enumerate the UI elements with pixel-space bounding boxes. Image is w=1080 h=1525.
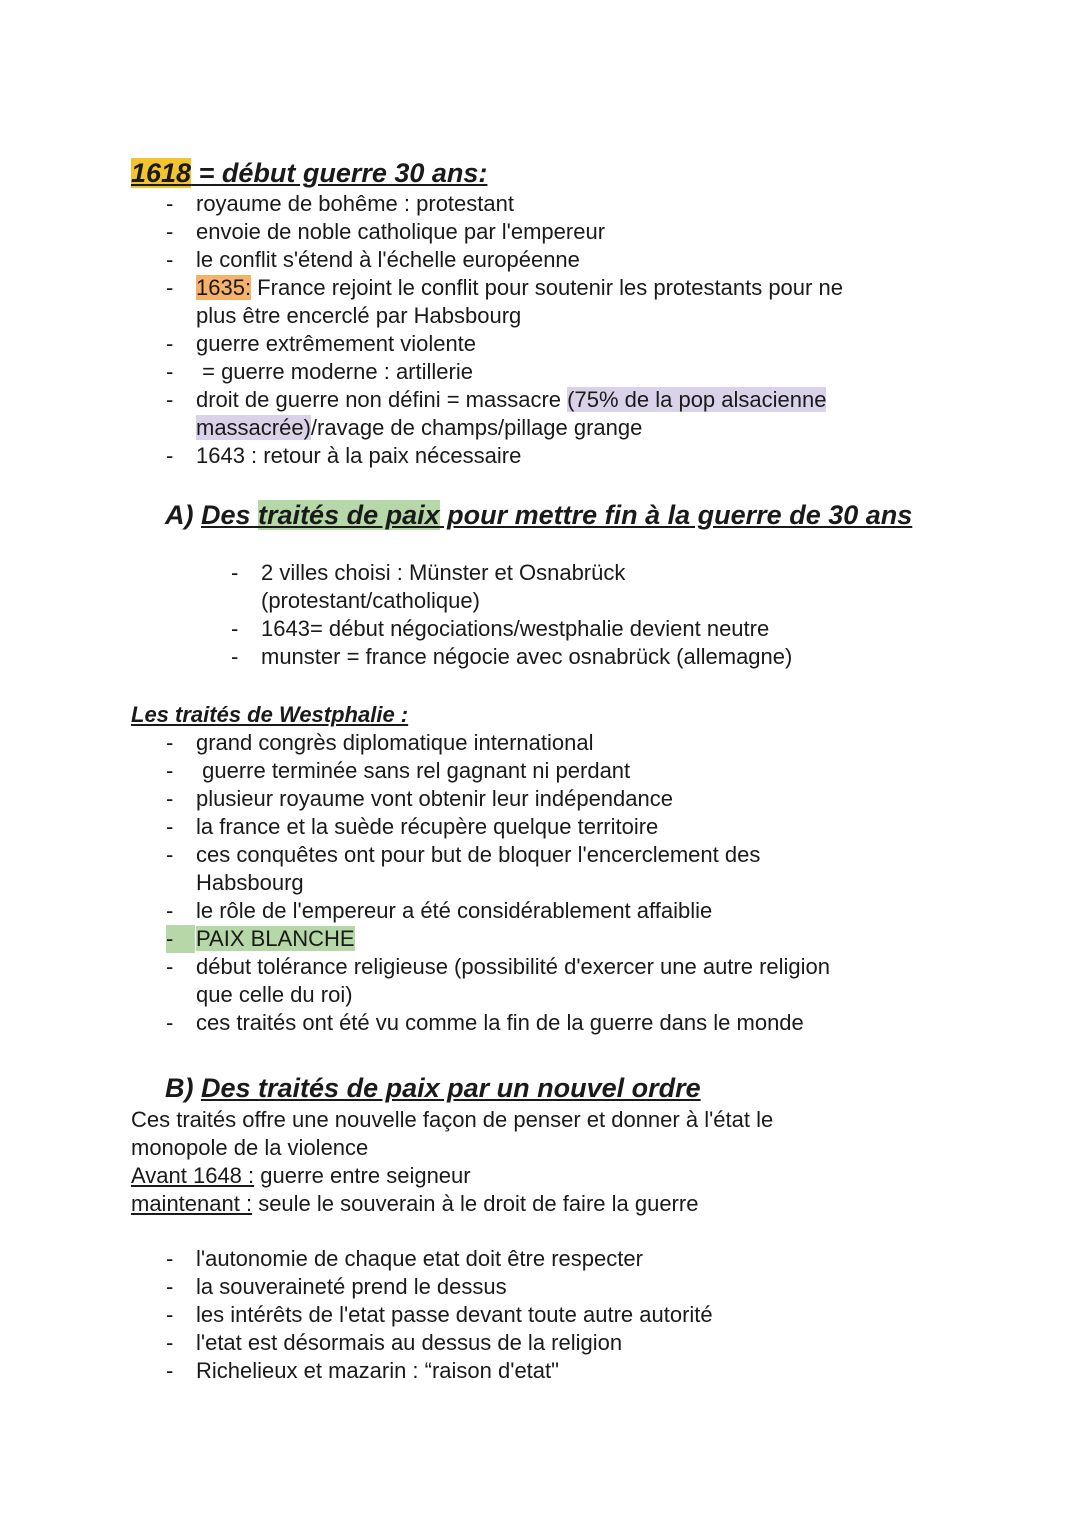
section-b-paragraph: [131, 1106, 773, 1218]
highlighted-text: (75% de la pop alsacienne: [567, 387, 827, 412]
item-text: = guerre moderne : artillerie: [196, 359, 473, 384]
item-text: France rejoint le conflit pour soutenir les protestants pour ne: [251, 275, 843, 300]
list-item: [166, 953, 831, 1009]
bullet: -: [231, 616, 239, 641]
list-item: [166, 841, 830, 897]
bullet: -: [166, 814, 174, 839]
section-a-list: [231, 559, 793, 671]
list-item: [166, 330, 843, 358]
bullet: -: [166, 1302, 174, 1327]
list-item: [166, 442, 843, 470]
maintenant-line: [131, 1190, 773, 1218]
list-item: [231, 615, 792, 643]
bullet: -: [166, 275, 174, 300]
bullet: -: [166, 786, 174, 811]
item-text: 1643= début négociations/westphalie devient neutre: [261, 616, 770, 641]
item-text: guerre extrêmement violente: [196, 331, 477, 356]
title-text: = début guerre 30 ans:: [191, 158, 488, 188]
year-highlight: 1618: [131, 158, 192, 188]
list-item: [166, 246, 843, 274]
section-a-heading: [165, 499, 912, 531]
paragraph-line: Ces traités offre une nouvelle façon de penser et donner à l'état le: [131, 1107, 774, 1132]
bullet: -: [166, 954, 174, 979]
bullet: -: [166, 925, 195, 953]
item-text: ces traités ont été vu comme la fin de la guerre dans le monde: [196, 1010, 804, 1035]
year-highlight: 1635:: [196, 275, 252, 300]
list-item: [166, 386, 843, 442]
heading-text: Des traités de paix par un nouvel ordre: [201, 1073, 701, 1103]
list-item: [166, 785, 830, 813]
list-item: [166, 1009, 830, 1037]
list-item: [166, 1245, 713, 1273]
list-item: [166, 813, 830, 841]
heading-prefix: A): [165, 500, 201, 530]
bullet: -: [166, 1330, 174, 1355]
section-b-heading: [165, 1072, 701, 1104]
section-b-list: [166, 1245, 713, 1385]
heading-text: pour mettre fin à la guerre de 30 ans: [439, 500, 913, 530]
intro-section: [131, 157, 487, 189]
item-text: 2 villes choisi : Münster et Osnabrück: [261, 560, 626, 585]
bullet: -: [166, 1010, 174, 1035]
item-text: (protestant/catholique): [261, 588, 480, 613]
westphalie-heading: Les traités de Westphalie :: [131, 702, 409, 727]
bullet: -: [166, 898, 174, 923]
item-text: /ravage de champs/pillage grange: [310, 415, 643, 440]
bullet: -: [166, 191, 174, 216]
list-item: [166, 218, 843, 246]
item-text: les intérêts de l'etat passe devant toute autre autorité: [196, 1302, 713, 1327]
paragraph-line: monopole de la violence: [131, 1135, 369, 1160]
highlighted-text: massacrée): [196, 415, 311, 440]
bullet: -: [166, 1246, 174, 1271]
bullet: -: [231, 560, 239, 585]
item-text: 1643 : retour à la paix nécessaire: [196, 443, 522, 468]
heading-prefix: B): [165, 1073, 201, 1103]
bullet: -: [166, 331, 174, 356]
item-text: munster = france négocie avec osnabrück (allemagne): [261, 644, 793, 669]
list-item: [166, 1329, 713, 1357]
item-text: ces conquêtes ont pour but de bloquer l'encerclement des: [196, 842, 761, 867]
westphalie-list: [166, 729, 831, 1037]
item-text: grand congrès diplomatique international: [196, 730, 594, 755]
bullet: -: [166, 842, 174, 867]
item-text: guerre terminée sans rel gagnant ni perdant: [196, 758, 631, 783]
item-text: envoie de noble catholique par l'empereur: [196, 219, 606, 244]
list-item: [166, 1301, 713, 1329]
item-text: début tolérance religieuse (possibilité d'exercer une autre religion: [196, 954, 831, 979]
item-text: Richelieux et mazarin : “raison d'etat": [196, 1358, 559, 1383]
list-item: [166, 190, 843, 218]
list-item: [166, 274, 843, 330]
bullet: -: [166, 359, 174, 384]
bullet: -: [231, 644, 239, 669]
list-item: [166, 897, 830, 925]
intro-title: [131, 157, 487, 189]
bullet: -: [166, 443, 174, 468]
heading-text: Des: [201, 500, 259, 530]
list-item: [231, 643, 793, 671]
list-item: [166, 358, 843, 386]
avant-line: [131, 1162, 773, 1190]
bullet: -: [166, 247, 174, 272]
item-text: la souveraineté prend le dessus: [196, 1274, 507, 1299]
highlighted-text: traités de paix: [258, 500, 440, 530]
bullet: -: [166, 1358, 174, 1383]
list-item: [166, 757, 830, 785]
intro-list: [166, 190, 843, 470]
item-text: plus être encerclé par Habsbourg: [196, 303, 522, 328]
item-text: le rôle de l'empereur a été considérablement affaiblie: [196, 898, 713, 923]
item-text: Habsbourg: [196, 870, 304, 895]
bullet: -: [166, 1274, 174, 1299]
bullet: -: [166, 387, 174, 412]
label: maintenant :: [131, 1191, 253, 1216]
item-text: plusieur royaume vont obtenir leur indépendance: [196, 786, 673, 811]
list-item: [166, 1273, 713, 1301]
list-item: [166, 729, 830, 757]
highlighted-text: PAIX BLANCHE: [196, 926, 355, 951]
bullet: -: [166, 758, 174, 783]
bullet: -: [166, 730, 174, 755]
item-text: l'autonomie de chaque etat doit être respecter: [196, 1246, 643, 1271]
text: seule le souverain à le droit de faire la guerre: [252, 1191, 699, 1216]
item-text: royaume de bohême : protestant: [196, 191, 514, 216]
text: guerre entre seigneur: [254, 1163, 471, 1188]
list-item: [231, 559, 792, 615]
list-item: [166, 1357, 713, 1385]
list-item-paix-blanche: [166, 925, 830, 953]
item-text: la france et la suède récupère quelque territoire: [196, 814, 659, 839]
item-text: l'etat est désormais au dessus de la religion: [196, 1330, 623, 1355]
item-text: droit de guerre non défini = massacre: [196, 387, 562, 412]
bullet: -: [166, 219, 174, 244]
item-text: que celle du roi): [196, 982, 353, 1007]
label: Avant 1648 :: [131, 1163, 255, 1188]
item-text: le conflit s'étend à l'échelle européenne: [196, 247, 580, 272]
